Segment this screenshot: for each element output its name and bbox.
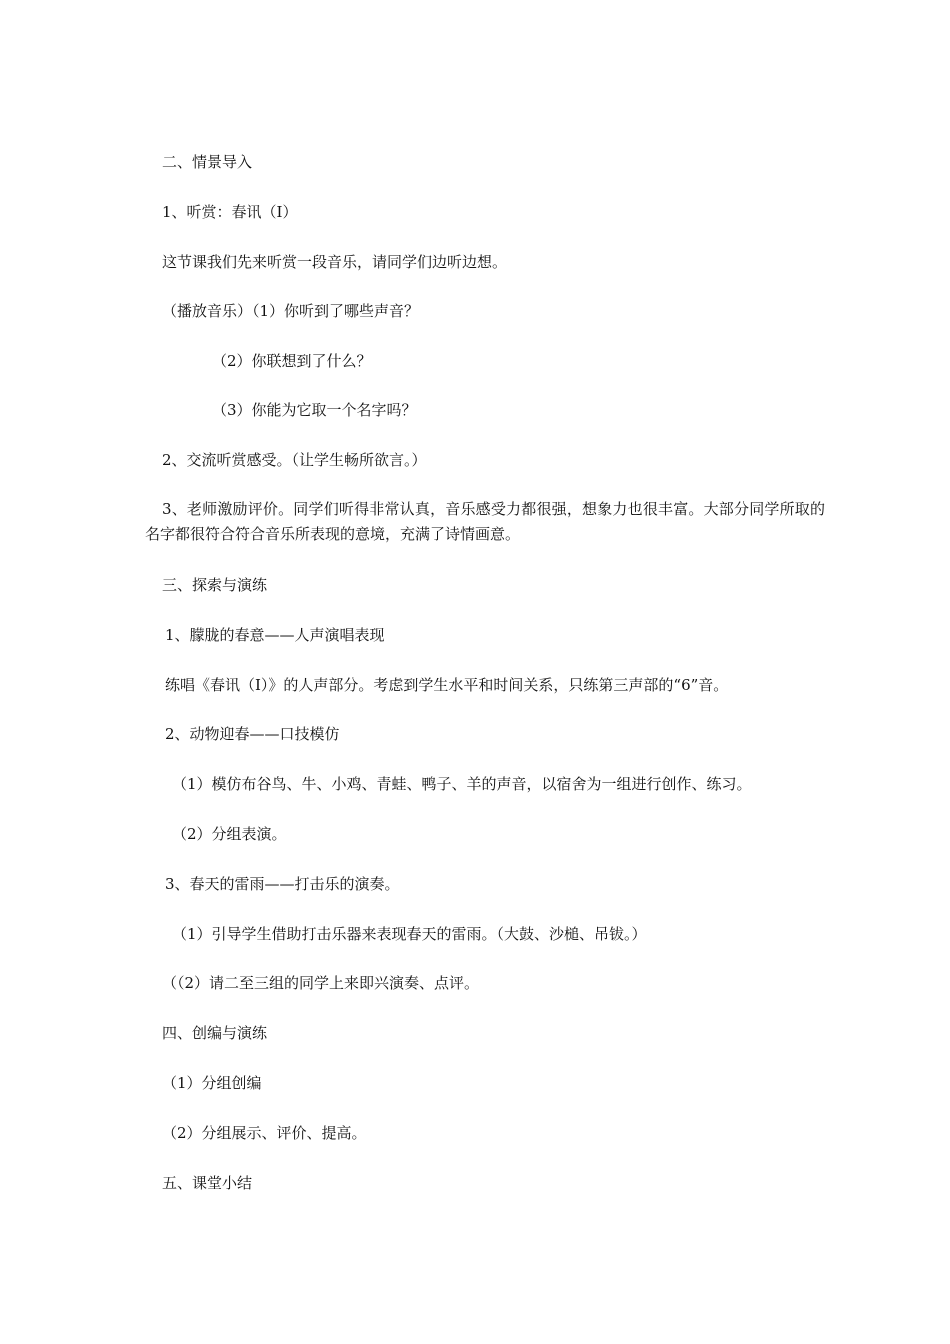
paragraph: （2）你联想到了什么？	[212, 352, 372, 370]
section-heading-5: 五、课堂小结	[162, 1174, 253, 1192]
paragraph: 1、听赏：春讯（Ⅰ）	[162, 203, 298, 221]
section-heading-4: 四、创编与演练	[162, 1024, 268, 1042]
paragraph: 3、春天的雷雨——打击乐的演奏。	[165, 875, 400, 893]
paragraph: 3、老师激励评价。同学们听得非常认真，音乐感受力都很强，想象力也很丰富。大部分同学所取的名字都很符合符合音乐所表现的意境，充满了诗情画意。	[145, 500, 825, 543]
section-heading-3: 三、探索与演练	[162, 576, 268, 594]
paragraph: （1）模仿布谷鸟、牛、小鸡、青蛙、鸭子、羊的声音，以宿舍为一组进行创作、练习。	[172, 775, 752, 793]
paragraph: 2、交流听赏感受。（让学生畅所欲言。）	[162, 451, 427, 469]
paragraph: 练唱《春讯（Ⅰ）》的人声部分。考虑到学生水平和时间关系，只练第三声部的“6”音。	[165, 676, 729, 694]
paragraph: 1、朦胧的春意——人声演唱表现	[165, 626, 385, 644]
section-heading-2: 二、情景导入	[162, 153, 253, 171]
paragraph: 2、动物迎春——口技模仿	[165, 725, 340, 743]
paragraph: （1）分组创编	[162, 1074, 262, 1092]
paragraph: （播放音乐）（1）你听到了哪些声音？	[162, 302, 420, 320]
paragraph: （3）你能为它取一个名字吗？	[212, 401, 417, 419]
paragraph: 这节课我们先来听赏一段音乐，请同学们边听边想。	[162, 253, 508, 271]
paragraph: （（2）请二至三组的同学上来即兴演奏、点评。	[162, 974, 480, 992]
paragraph: （1）引导学生借助打击乐器来表现春天的雷雨。（大鼓、沙槌、吊钹。）	[172, 925, 647, 943]
paragraph: （2）分组展示、评价、提高。	[162, 1124, 367, 1142]
paragraph: （2）分组表演。	[172, 825, 287, 843]
